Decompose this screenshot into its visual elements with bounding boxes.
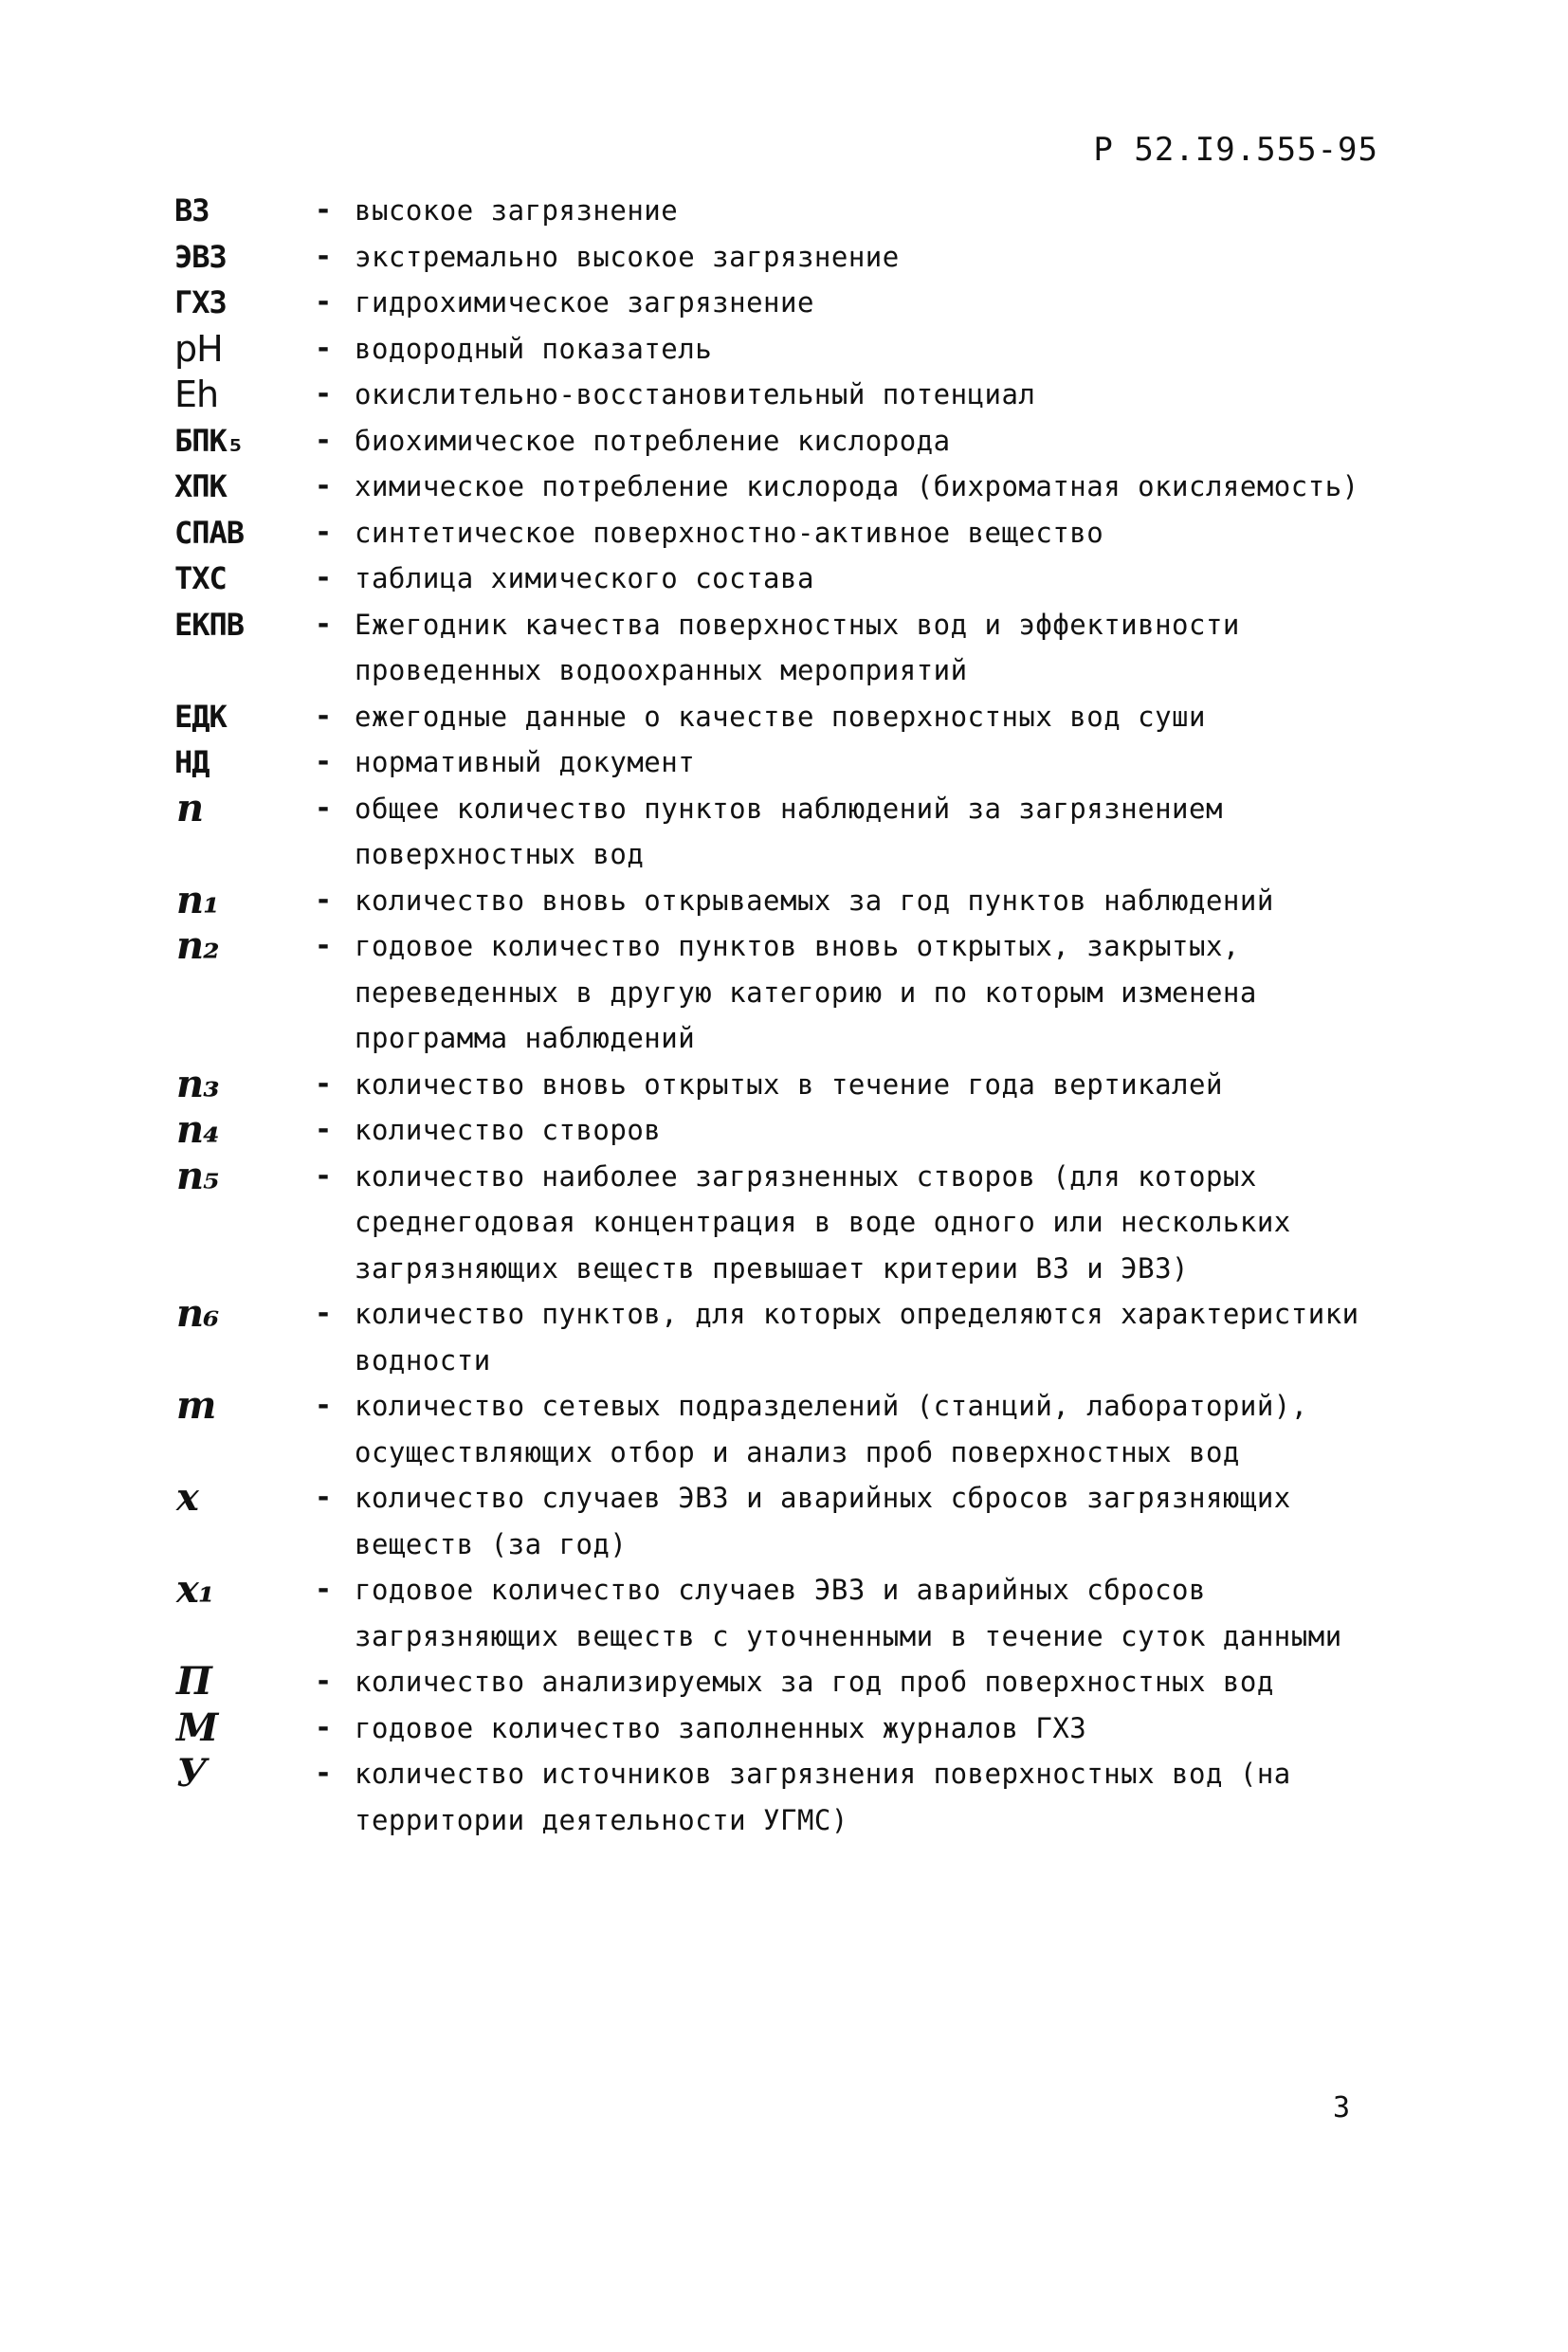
dash-separator: -	[315, 561, 333, 594]
dash-separator: -	[315, 791, 333, 825]
abbreviation-term: x₁	[176, 1567, 214, 1612]
abbreviation-term: БПК₅	[174, 422, 245, 459]
abbreviation-row	[174, 280, 1407, 326]
dash-separator: -	[315, 699, 333, 733]
abbreviation-row	[174, 1154, 1407, 1292]
dash-separator: -	[315, 193, 333, 227]
dash-separator: -	[315, 607, 333, 641]
dash-separator: -	[315, 331, 333, 365]
abbreviation-row	[174, 739, 1407, 786]
abbreviation-definition: годовое количество пунктов вновь открытых, закрытых, переведенных в другую категорию и по которым изменена программа наблюдений	[355, 930, 1257, 1054]
dash-separator: -	[315, 1158, 333, 1193]
abbreviation-definition: гидрохимическое загрязнение	[355, 286, 814, 319]
abbreviation-definition: экстремально высокое загрязнение	[355, 240, 900, 273]
dash-separator: -	[315, 515, 333, 549]
abbreviation-term: n₄	[176, 1107, 219, 1152]
abbreviation-term: ТХС	[174, 560, 227, 596]
dash-separator: -	[315, 1710, 333, 1744]
abbreviation-definition: таблица химического состава	[355, 562, 814, 594]
abbreviation-row	[174, 1659, 1407, 1705]
abbreviation-definition: годовое количество случаев ЭВЗ и аварийных сбросов загрязняющих веществ с уточненными в течение суток данными	[355, 1574, 1342, 1652]
abbreviation-term: ХПК	[174, 468, 227, 504]
abbreviation-definition: общее количество пунктов наблюдений за загрязнением поверхностных вод	[355, 792, 1223, 870]
abbreviation-term: n₃	[176, 1061, 219, 1106]
abbreviation-term: n₆	[176, 1291, 219, 1336]
abbreviation-term: У	[176, 1751, 207, 1796]
abbreviation-row	[174, 1291, 1407, 1383]
dash-separator: -	[315, 745, 333, 778]
dash-separator: -	[315, 883, 333, 917]
abbreviation-row	[174, 1062, 1407, 1108]
abbreviation-row	[174, 188, 1407, 234]
abbreviation-term: НД	[174, 744, 210, 780]
dash-separator: -	[315, 1481, 333, 1514]
abbreviation-definition: ежегодные данные о качестве поверхностных вод суши	[355, 700, 1206, 733]
abbreviation-term: n₁	[176, 877, 219, 922]
abbreviation-list	[174, 188, 1407, 1843]
abbreviation-row	[174, 602, 1407, 694]
abbreviation-row	[174, 694, 1407, 740]
dash-separator: -	[315, 1757, 333, 1790]
abbreviation-term: ЭВЗ	[174, 238, 227, 275]
abbreviation-definition: количество вновь открываемых за год пунктов наблюдений	[355, 884, 1274, 917]
dash-separator: -	[315, 239, 333, 273]
abbreviation-definition: нормативный документ	[355, 746, 696, 778]
abbreviation-term: Eh	[174, 374, 219, 415]
abbreviation-definition: биохимическое потребление кислорода	[355, 424, 951, 457]
abbreviation-row	[174, 372, 1407, 418]
abbreviation-row	[174, 418, 1407, 465]
abbreviation-definition: количество случаев ЭВЗ и аварийных сбросов загрязняющих веществ (за год)	[355, 1482, 1291, 1560]
abbreviation-term: n	[176, 785, 204, 830]
abbreviation-row	[174, 1705, 1407, 1752]
abbreviation-term: ЕКПВ	[174, 606, 245, 643]
abbreviation-row	[174, 326, 1407, 373]
abbreviation-row	[174, 1107, 1407, 1154]
abbreviation-definition: количество источников загрязнения поверхностных вод (на территории деятельности УГМС)	[355, 1758, 1291, 1836]
dash-separator: -	[315, 1113, 333, 1146]
abbreviation-definition: годовое количество заполненных журналов ГХЗ	[355, 1711, 1087, 1744]
dash-separator: -	[315, 377, 333, 410]
abbreviation-definition: количество анализируемых за год проб поверхностных вод	[355, 1666, 1274, 1698]
abbreviation-definition: количество вновь открытых в течение года вертикалей	[355, 1067, 1223, 1101]
dash-separator: -	[315, 1067, 333, 1101]
abbreviation-row	[174, 234, 1407, 281]
abbreviation-definition: количество сетевых подразделений (станций, лабораторий), осуществляющих отбор и анализ проб поверхностных вод	[355, 1390, 1308, 1468]
abbreviation-term: П	[176, 1659, 211, 1704]
abbreviation-definition: Ежегодник качества поверхностных вод и эффективности проведенных водоохранных мероприятий	[355, 608, 1240, 686]
abbreviation-row	[174, 1475, 1407, 1567]
abbreviation-term: СПАВ	[174, 514, 245, 551]
abbreviation-definition: высокое загрязнение	[355, 194, 679, 227]
abbreviation-term: ВЗ	[174, 192, 210, 228]
abbreviation-definition: водородный показатель	[355, 332, 713, 365]
page-number: 3	[1332, 2091, 1350, 2124]
dash-separator: -	[315, 423, 333, 457]
abbreviation-term: ГХЗ	[174, 284, 227, 320]
abbreviation-row	[174, 1383, 1407, 1475]
abbreviation-row	[174, 510, 1407, 556]
dash-separator: -	[315, 1389, 333, 1422]
dash-separator: -	[315, 929, 333, 962]
abbreviation-definition: количество наиболее загрязненных створов (для которых среднегодовая концентрация в воде одного или нескольких загрязняющих веществ превышает критерии ВЗ и ЭВЗ)	[355, 1159, 1291, 1285]
abbreviation-term: ЕДК	[174, 698, 227, 735]
abbreviation-definition: количество створов	[355, 1114, 662, 1146]
doc-code: Р 52.I9.555-95	[1093, 131, 1378, 169]
abbreviation-definition: окислительно-восстановительный потенциал	[355, 378, 1036, 410]
dash-separator: -	[315, 285, 333, 319]
abbreviation-row	[174, 1751, 1407, 1843]
abbreviation-definition: количество пунктов, для которых определяются характеристики водности	[355, 1298, 1359, 1377]
abbreviation-term: рН	[174, 327, 223, 370]
abbreviation-row	[174, 464, 1407, 510]
abbreviation-term: x	[176, 1475, 198, 1520]
dash-separator: -	[315, 1665, 333, 1698]
dash-separator: -	[315, 1297, 333, 1330]
dash-separator: -	[315, 469, 333, 502]
dash-separator: -	[315, 1573, 333, 1606]
abbreviation-row	[174, 1567, 1407, 1659]
abbreviation-row	[174, 556, 1407, 602]
abbreviation-term: М	[176, 1705, 218, 1750]
abbreviation-definition: химическое потребление кислорода (бихроматная окисляемость)	[355, 470, 1359, 502]
abbreviation-term: m	[176, 1383, 216, 1428]
abbreviation-term: n₅	[176, 1153, 219, 1198]
abbreviation-row	[174, 923, 1407, 1062]
abbreviation-row	[174, 786, 1407, 878]
abbreviation-term: n₂	[176, 923, 219, 968]
abbreviation-row	[174, 878, 1407, 924]
abbreviation-definition: синтетическое поверхностно-активное вещество	[355, 516, 1104, 549]
